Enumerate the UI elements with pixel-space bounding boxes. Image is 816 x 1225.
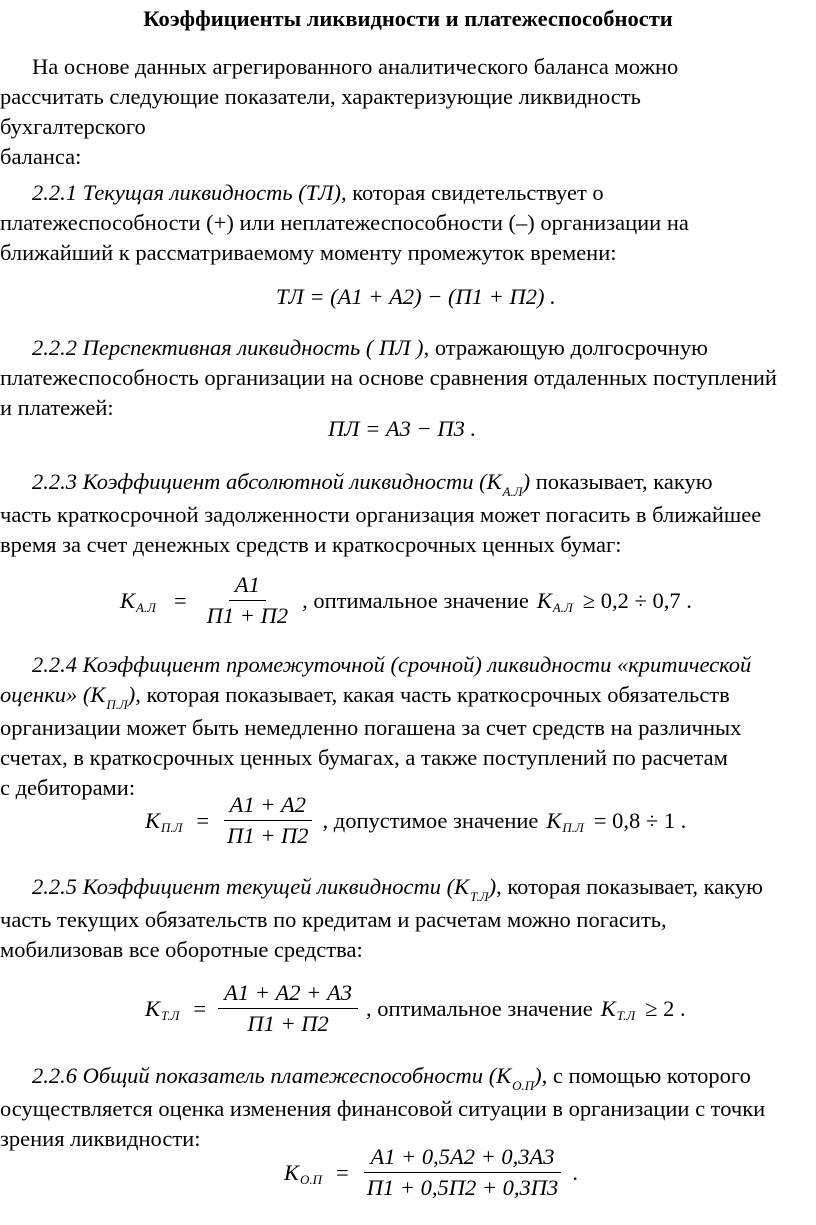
formula-text: ТЛ = (А1 + А2) − (П1 + П2) . bbox=[276, 284, 556, 309]
fraction-denominator: П1 + П2 bbox=[227, 823, 309, 848]
section-text: мобилизовав все оборотные средства: bbox=[0, 937, 363, 962]
formula-absolute-liquidity: К А.Л = $\frac{А1}{П1 + П2}$ , оптимальное значение К А.Л ≥ 0,2 ÷ 0,7 . bbox=[120, 572, 692, 628]
section-2-2-4: 2.2.4 Коэффициент промежуточной (срочной) ликвидности «критической оценки» $(К_{П.Л})$, которая показывает, какая часть краткосрочных обязательств организации может быть немедленно погашена за счет средств на различных счетах, в краткосрочных ценных бумагах, а также поступлений по расчетам с дебиторами: bbox=[0, 652, 752, 800]
fraction-denominator: П1 + 0,5П2 + 0,3П3 bbox=[366, 1175, 559, 1200]
section-text: организации может быть немедленно погашена за счет средств на различных bbox=[0, 715, 742, 740]
coefficient-symbol: К bbox=[90, 682, 106, 707]
coefficient-symbol: К bbox=[486, 469, 502, 494]
section-2-2-3: 2.2.3 Коэффициент абсолютной ликвидности $(К_{А.Л})$ показывает, какую часть краткосрочной задолженности организация может погасить в ближайшее время за счет денежных средств и краткосрочных ценных бумаг: bbox=[0, 469, 762, 557]
coefficient-symbol: К bbox=[496, 1063, 512, 1088]
section-text: зрения ликвидности: bbox=[0, 1126, 201, 1151]
formula-rhs-value: ≥ 0,2 ÷ 0,7 . bbox=[582, 587, 692, 613]
section-heading: 2.2.5 Коэффициент текущей ликвидности bbox=[32, 874, 442, 899]
formula-rhs-symbol: К bbox=[536, 587, 552, 613]
formula-general-solvency: К О.П = $\frac{А1 + 0,5А2 + 0,3А3}{П1 + 0,5П2 + 0,3П3}$ . bbox=[284, 1144, 578, 1200]
section-text: платежеспособности (+) или неплатежеспособности (–) организации на bbox=[0, 210, 689, 235]
section-text: платежеспособность организации на основе сравнения отдаленных поступлений bbox=[0, 365, 777, 390]
formula-text: ПЛ = А3 − П3 . bbox=[328, 416, 477, 441]
section-text: часть текущих обязательств по кредитам и расчетам можно погасить, bbox=[0, 907, 667, 932]
formula-lhs-subscript: Т.Л bbox=[160, 1007, 180, 1023]
fraction-numerator: А1 + А2 bbox=[224, 792, 312, 821]
formula-lhs: К bbox=[120, 587, 135, 613]
section-text: , которая показывает, какая часть краткосрочных обязательств bbox=[135, 682, 730, 707]
section-text: показывает, какую bbox=[535, 469, 713, 494]
section-heading: 2.2.1 Текущая ликвидность bbox=[32, 180, 293, 205]
formula-lhs: К bbox=[284, 1159, 299, 1185]
fraction-numerator: А1 + 0,5А2 + 0,3А3 bbox=[364, 1144, 560, 1173]
fraction bbox=[221, 792, 314, 849]
section-heading-cont: оценки» bbox=[0, 682, 78, 707]
intro-paragraph bbox=[0, 52, 810, 172]
coefficient-subscript: П.Л bbox=[106, 697, 128, 712]
section-heading: 2.2.3 Коэффициент абсолютной ликвидности bbox=[32, 469, 474, 494]
section-text: счетах, в краткосрочных ценных бумагах, а также поступлений по расчетам bbox=[0, 745, 728, 770]
section-2-2-6: 2.2.6 Общий показатель платежеспособности $(К_{О.П})$, с помощью которого осуществляется оценка изменения финансовой ситуации в организации с точки зрения ликвидности: bbox=[0, 1063, 766, 1151]
formula-quick-liquidity: К П.Л = $\frac{А1 + А2}{П1 + П2}$ , допустимое значение К П.Л = 0,8 ÷ 1 . bbox=[145, 792, 687, 848]
section-2-2-1 bbox=[0, 178, 810, 268]
formula-perspective-liquidity bbox=[328, 414, 476, 444]
fraction-numerator: А1 bbox=[229, 572, 266, 601]
formula-rhs-subscript: А.Л bbox=[552, 599, 573, 615]
section-text: часть краткосрочной задолженности организация может погасить в ближайшее bbox=[0, 502, 762, 527]
intro-line-3: бухгалтерского bbox=[0, 114, 146, 139]
formula-lhs-subscript: О.П bbox=[299, 1171, 322, 1187]
section-heading: 2.2.2 Перспективная ликвидность bbox=[32, 335, 361, 360]
section-text: , с помощью которого bbox=[541, 1063, 751, 1088]
fraction bbox=[218, 980, 358, 1037]
section-text: с дебиторами: bbox=[0, 775, 136, 800]
section-text: , которая показывает, какую bbox=[496, 874, 763, 899]
formula-note: , оптимальное значение bbox=[365, 995, 593, 1021]
formula-rhs-value: ≥ 2 . bbox=[645, 995, 686, 1021]
formula-lhs: К bbox=[145, 995, 160, 1021]
section-2-2-2 bbox=[0, 333, 810, 423]
formula-rhs-subscript: Т.Л bbox=[616, 1007, 636, 1023]
section-text: , которая свидетельствует о bbox=[340, 180, 604, 205]
intro-line-1: На основе данных агрегированного аналитического баланса можно bbox=[32, 54, 679, 79]
formula-lhs-subscript: А.Л bbox=[135, 599, 156, 615]
intro-line-4: баланса: bbox=[0, 144, 82, 169]
formula-current-ratio: К Т.Л = $\frac{А1 + А2 + А3}{П1 + П2}$ , оптимальное значение К Т.Л ≥ 2 . bbox=[145, 980, 686, 1036]
fraction bbox=[201, 572, 294, 629]
formula-rhs-subscript: П.Л bbox=[562, 819, 584, 835]
formula-lhs: К bbox=[145, 807, 160, 833]
intro-line-2: рассчитать следующие показатели, характеризующие ликвидность bbox=[0, 84, 641, 109]
abbreviation: (ТЛ) bbox=[298, 180, 341, 205]
formula-rhs-symbol: К bbox=[600, 995, 616, 1021]
section-text: ближайший к рассматриваемому моменту промежуток времени: bbox=[0, 240, 617, 265]
coefficient-subscript: О.П bbox=[512, 1078, 535, 1093]
abbreviation: ( ПЛ ) bbox=[365, 335, 424, 360]
coefficient-symbol: К bbox=[454, 874, 470, 899]
formula-end: . bbox=[572, 1159, 578, 1185]
section-2-2-5: 2.2.5 Коэффициент текущей ликвидности $(К_{Т.Л})$, которая показывает, какую часть текущих обязательств по кредитам и расчетам можно погасить, мобилизовав все оборотные средства: bbox=[0, 874, 763, 962]
section-heading: 2.2.6 Общий показатель платежеспособности bbox=[32, 1063, 484, 1088]
coefficient-subscript: Т.Л bbox=[470, 889, 489, 904]
formula-current-liquidity bbox=[276, 282, 556, 312]
fraction-denominator: П1 + П2 bbox=[247, 1011, 329, 1036]
formula-note: , оптимальное значение bbox=[302, 587, 529, 613]
fraction bbox=[361, 1144, 565, 1201]
section-text: осуществляется оценка изменения финансовой ситуации в организации с точки bbox=[0, 1096, 766, 1121]
formula-rhs-symbol: К bbox=[546, 807, 562, 833]
section-text: , отражающую долгосрочную bbox=[423, 335, 708, 360]
page-title: Коэффициенты ликвидности и платежеспособности bbox=[143, 6, 673, 31]
section-text: и платежей: bbox=[0, 395, 114, 420]
section-text: время за счет денежных средств и краткосрочных ценных бумаг: bbox=[0, 532, 622, 557]
coefficient-subscript: А.Л bbox=[502, 484, 523, 499]
fraction-denominator: П1 + П2 bbox=[206, 603, 289, 628]
formula-lhs-subscript: П.Л bbox=[160, 819, 183, 835]
fraction-numerator: А1 + А2 + А3 bbox=[218, 980, 358, 1009]
formula-rhs-value: = 0,8 ÷ 1 . bbox=[593, 807, 687, 833]
formula-note: , допустимое значение bbox=[322, 807, 539, 833]
section-heading: 2.2.4 Коэффициент промежуточной (срочной) ликвидности «критической bbox=[32, 652, 752, 677]
